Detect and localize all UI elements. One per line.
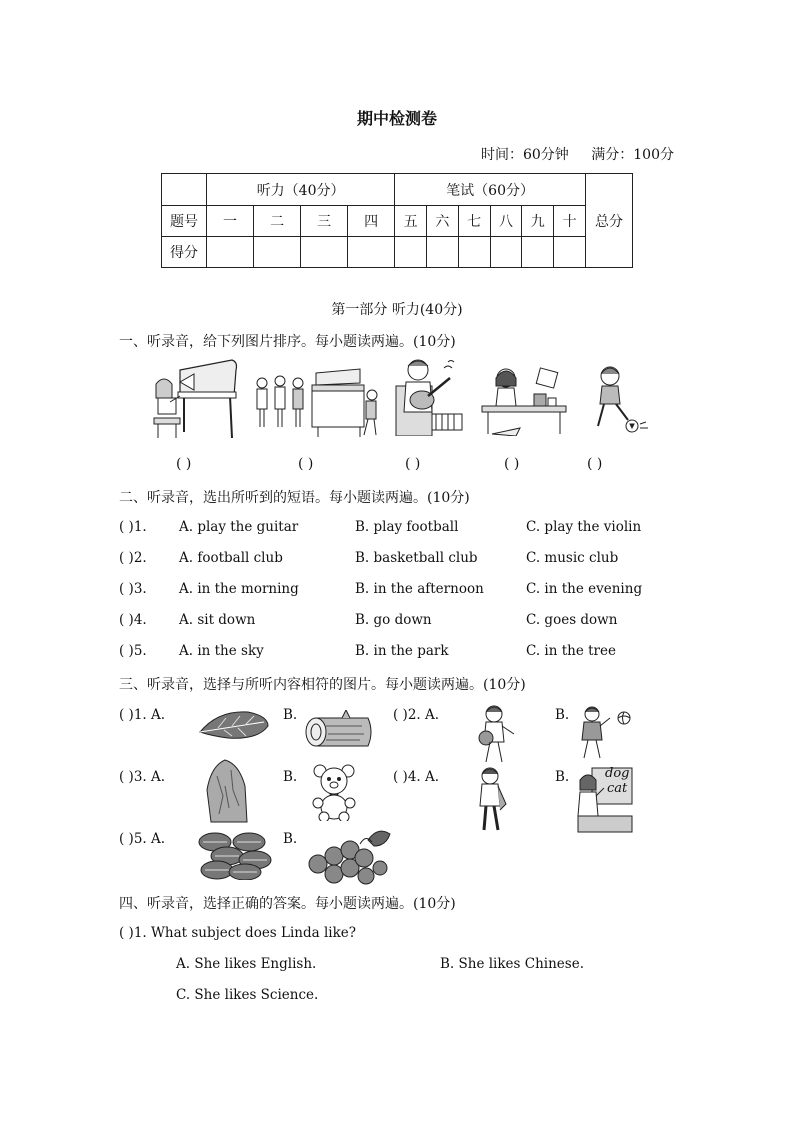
girl-volleyball-illustration: [574, 704, 634, 762]
question-number: 六: [427, 206, 459, 237]
question-number[interactable]: ( )3.: [119, 581, 147, 597]
melon-seeds-illustration: [197, 830, 273, 880]
score-cell[interactable]: [348, 237, 395, 268]
score-cell[interactable]: [458, 237, 490, 268]
option-b-label: B.: [283, 769, 298, 785]
row-label-number: 题号: [162, 206, 207, 237]
option-b-label: B.: [555, 707, 570, 723]
rock-illustration: [203, 756, 251, 824]
option-a: A. in the sky: [179, 643, 264, 659]
option-b-label: B.: [283, 831, 298, 847]
full-score: 满分：100分: [591, 147, 674, 163]
order-bracket[interactable]: ( ): [405, 456, 421, 472]
piano-girl-illustration: [150, 352, 242, 440]
log-illustration: [302, 710, 374, 752]
score-cell[interactable]: [554, 237, 586, 268]
question-number[interactable]: ( )4.: [119, 612, 147, 628]
question-number: 七: [458, 206, 490, 237]
board-word-dog: dog: [605, 766, 630, 781]
option-c: C. in the evening: [526, 581, 643, 597]
option-b-label: B.: [283, 707, 298, 723]
question-number[interactable]: ( )4. A.: [393, 769, 440, 785]
boy-standing-illustration: [472, 766, 512, 834]
writing-header: 笔试（60分）: [395, 174, 586, 206]
desk-girl-illustration: [476, 366, 568, 436]
score-cell[interactable]: [301, 237, 348, 268]
question-number: 二: [254, 206, 301, 237]
question-number[interactable]: ( )5.: [119, 643, 147, 659]
order-bracket[interactable]: ( ): [587, 456, 603, 472]
option-c: C. goes down: [526, 612, 618, 628]
part-one-title: 第一部分 听力(40分): [331, 302, 463, 318]
option-c: C. music club: [526, 550, 619, 566]
option-b: B. She likes Chinese.: [440, 956, 584, 972]
option-c: C. in the tree: [526, 643, 616, 659]
question-number[interactable]: ( )3. A.: [119, 769, 166, 785]
question-number: 一: [207, 206, 254, 237]
score-cell[interactable]: [207, 237, 254, 268]
option-c: C. play the violin: [526, 519, 642, 535]
question-number: 八: [490, 206, 522, 237]
question-number: 三: [301, 206, 348, 237]
question-number[interactable]: ( )5. A.: [119, 831, 166, 847]
question-number[interactable]: ( )1.: [119, 519, 147, 535]
listening-header: 听力（40分）: [207, 174, 395, 206]
option-b: B. basketball club: [355, 550, 478, 566]
score-cell[interactable]: [254, 237, 301, 268]
total-header: 总分: [586, 174, 633, 268]
question-number: 四: [348, 206, 395, 237]
order-bracket[interactable]: ( ): [298, 456, 314, 472]
teddy-bear-illustration: [310, 763, 358, 821]
question-text[interactable]: ( )1. What subject does Linda like?: [119, 925, 357, 941]
score-cell[interactable]: [522, 237, 554, 268]
score-table: [161, 173, 633, 268]
section1-heading: 一、听录音，给下列图片排序。每小题读两遍。(10分): [119, 334, 456, 350]
section2-heading: 二、听录音，选出所听到的短语。每小题读两遍。(10分): [119, 490, 470, 506]
question-number[interactable]: ( )1. A.: [119, 707, 166, 723]
grapes-illustration: [304, 826, 394, 886]
section3-heading: 三、听录音，选择与所听内容相符的图片。每小题读两遍。(10分): [119, 677, 526, 693]
option-a: A. in the morning: [179, 581, 299, 597]
girl-basketball-illustration: [472, 704, 520, 766]
section4-heading: 四、听录音，选择正确的答案。每小题读两遍。(10分): [119, 896, 456, 912]
leaf-illustration: [198, 708, 270, 742]
page-title: 期中检测卷: [356, 109, 437, 128]
choir-illustration: [252, 365, 382, 439]
table-corner: [162, 174, 207, 206]
question-number: 五: [395, 206, 427, 237]
question-number: 十: [554, 206, 586, 237]
question-number: 九: [522, 206, 554, 237]
football-boy-illustration: [584, 362, 654, 436]
order-bracket[interactable]: ( ): [176, 456, 192, 472]
board-word-cat: cat: [607, 781, 628, 796]
option-b: B. go down: [355, 612, 432, 628]
option-a: A. football club: [179, 550, 283, 566]
option-a: A. play the guitar: [179, 519, 299, 535]
exam-info: [463, 144, 674, 164]
option-b: B. in the afternoon: [355, 581, 484, 597]
score-cell[interactable]: [395, 237, 427, 268]
row-label-score: 得分: [162, 237, 207, 268]
question-number[interactable]: ( )2.: [119, 550, 147, 566]
option-c: C. She likes Science.: [176, 987, 319, 1003]
option-b-label: B.: [555, 769, 570, 785]
order-bracket[interactable]: ( ): [504, 456, 520, 472]
question-number[interactable]: ( )2. A.: [393, 707, 440, 723]
option-b: B. in the park: [355, 643, 449, 659]
option-b: B. play football: [355, 519, 459, 535]
score-cell[interactable]: [427, 237, 459, 268]
guitar-boy-illustration: [392, 356, 464, 436]
option-a: A. She likes English.: [176, 956, 317, 972]
option-a: A. sit down: [179, 612, 256, 628]
score-cell[interactable]: [490, 237, 522, 268]
time-limit: 时间：60分钟: [480, 147, 569, 163]
